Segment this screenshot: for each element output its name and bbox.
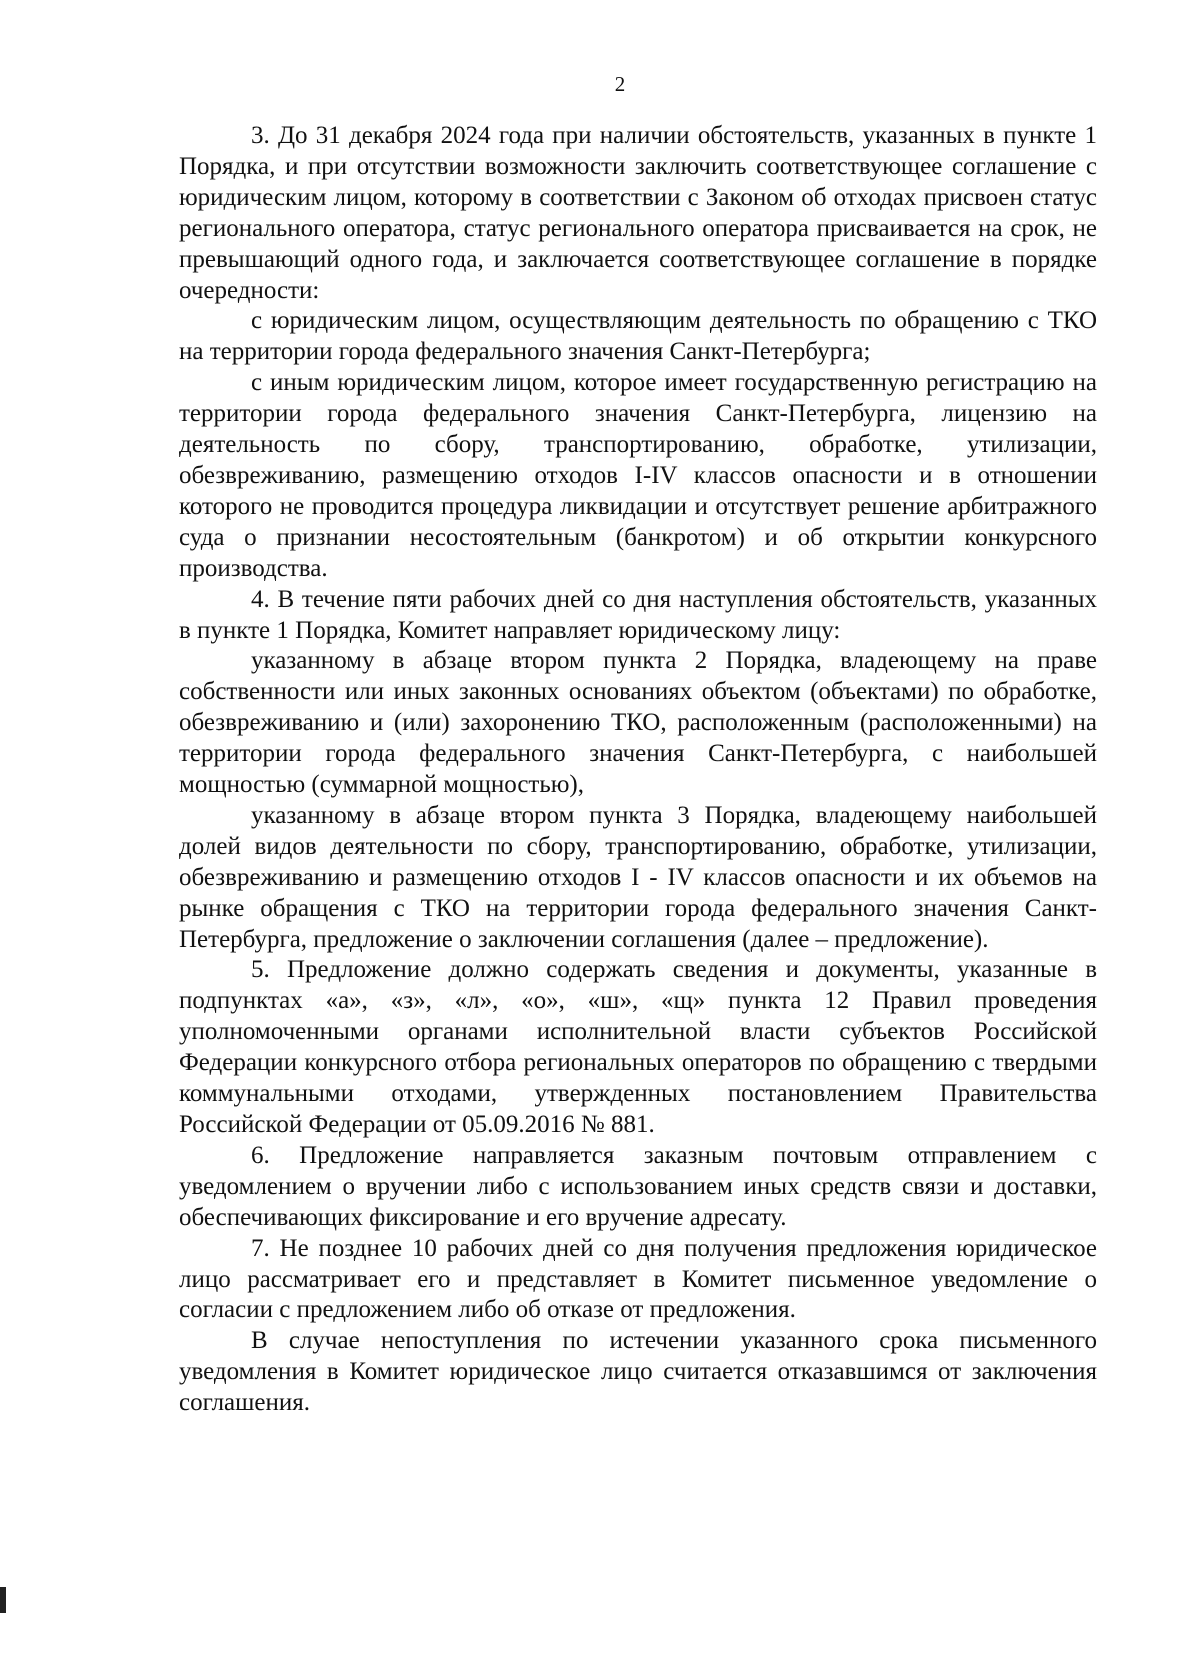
paragraph-item-5: 5. Предложение должно содержать сведения и документы, указанные в подпунктах «а», «з», «л», «о», «ш», «щ» пункта 12 Правил проведения уполномоченными органами исполнительной власти субъектов Российской Федерации конкурсного отбора региональных операторов по обращению с твердыми коммунальными отходами, утвержденных постановлением Правительства Российской Федерации от 05.09.2016 № 881.	[179, 956, 1097, 1138]
paragraph-subitem-other-entity: с иным юридическим лицом, которое имеет государственную регистрацию на территории города федерального значения Санкт-Петербурга, лицензию на деятельность по сбору, транспортированию, обработке, утилизации, обезвреживанию, размещению отходов I-IV классов опасности и в отношении которого не проводится процедура ликвидации и отсутствует решение арбитражного суда о признании несостоятельным (банкротом) и об открытии конкурсного производства.	[179, 369, 1097, 582]
document-body	[179, 121, 1097, 1419]
paragraph-item-7: 7. Не позднее 10 рабочих дней со дня получения предложения юридическое лицо рассматривает его и представляет в Комитет письменное уведомление о согласии с предложением либо об отказе от предложения.	[179, 1234, 1097, 1324]
page-number: 2	[614, 72, 626, 96]
paragraph-item-6: 6. Предложение направляется заказным почтовым отправлением с уведомлением о вручении либо с использованием иных средств связи и доставки, обеспечивающих фиксирование и его вручение адресату.	[179, 1141, 1097, 1231]
paragraph-subitem-facility-owner: указанному в абзаце втором пункта 2 Порядка, владеющему на праве собственности или иных законных основаниях объектом (объектами) по обработке, обезвреживанию и (или) захоронению ТКО, расположенным (расположенными) на территории города федерального значения Санкт-Петербурга, с наибольшей мощностью (суммарной мощностью),	[179, 647, 1097, 799]
paragraph-item-4: 4. В течение пяти рабочих дней со дня наступления обстоятельств, указанных в пункте 1 Порядка, Комитет направляет юридическому лицу:	[179, 585, 1097, 644]
paragraph-subitem-spb-operator: с юридическим лицом, осуществляющим деятельность по обращению с ТКО на территории города федерального значения Санкт-Петербурга;	[179, 307, 1097, 366]
paragraph-refusal: В случае непоступления по истечении указанного срока письменного уведомления в Комитет юридическое лицо считается отказавшимся от заключения соглашения.	[179, 1327, 1097, 1417]
paragraph-item-3: 3. До 31 декабря 2024 года при наличии обстоятельств, указанных в пункте 1 Порядка, и при отсутствии возможности заключить соответствующее соглашение с юридическим лицом, которому в соответствии с Законом об отходах присвоен статус регионального оператора, статус регионального оператора присваивается на срок, не превышающий одного года, и заключается соответствующее соглашение в порядке очередности:	[179, 122, 1097, 304]
paragraph-subitem-market-share: указанному в абзаце втором пункта 3 Порядка, владеющему наибольшей долей видов деятельности по сбору, транспортированию, обработке, утилизации, обезвреживанию и размещению отходов I - IV классов опасности и их объемов на рынке обращения с ТКО на территории города федерального значения Санкт-Петербурга, предложение о заключении соглашения (далее – предложение).	[179, 801, 1097, 953]
scan-edge-mark	[0, 1587, 6, 1613]
